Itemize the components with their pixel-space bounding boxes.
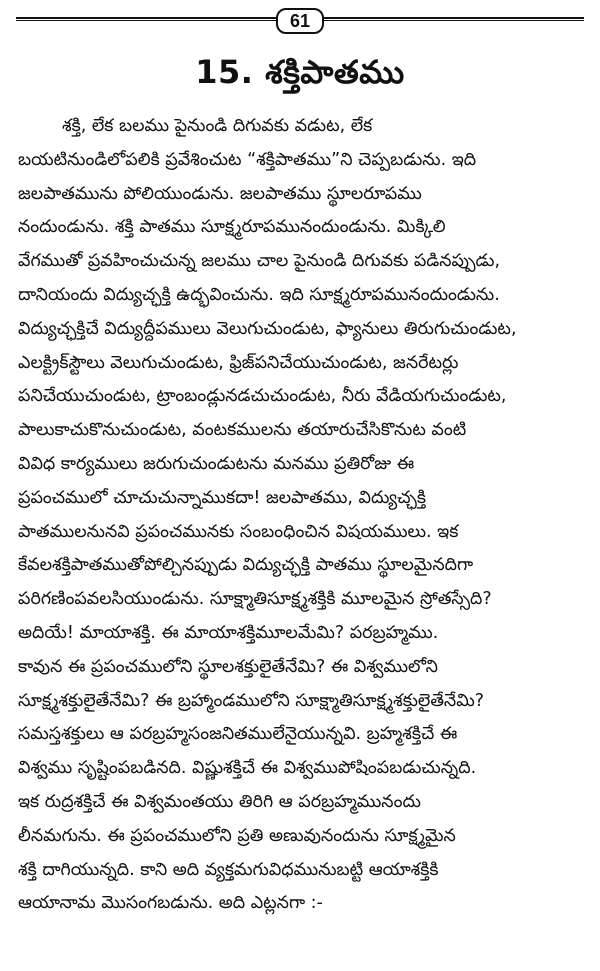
text-line: ఆయానామ మొసంగబడును. అది ఎట్లనగా :- xyxy=(18,893,323,914)
text-line: పాలుకాచుకొనుచుండుట, వంటకములను తయారుచేసికొనుట వంటి xyxy=(18,420,467,441)
text-line: నందుండును. శక్తి పాతము సూక్ష్మరూపమునందుండును. మిక్కిలి xyxy=(18,217,446,238)
text-line: ప్రపంచములో చూచుచున్నాముకదా! జలపాతము, విద్యుచ్ఛక్తి xyxy=(18,487,426,508)
text-line: సూక్ష్మశక్తులైతేనేమి? ఈ బ్రహ్మాండములోని సూక్ష్మాతిసూక్ష్మశక్తులైతేనేమి? xyxy=(18,690,485,711)
text-line: విద్యుచ్ఛక్తిచే విద్యుద్దీపములు వెలుగుచుండుట, ఫ్యానులు తిరుగుచుండుట, xyxy=(18,318,517,339)
text-line: జలపాతమును పోలియుండును. జలపాతము స్థూలరూపము xyxy=(18,183,422,204)
page-number: 61 xyxy=(289,11,311,31)
page-number-badge xyxy=(276,8,324,34)
text-line: దానియందు విద్యుచ్ఛక్తి ఉద్భవించును. ఇది సూక్ష్మరూపమునందుండును. xyxy=(18,284,500,305)
text-line: పనిచేయుచుండుట, ట్రాంబండ్లునడచుచుండుట, నీరు వేడియగుచుండుట, xyxy=(18,386,507,407)
text-line: శక్తి, లేక బలము పైనుండి దిగువకు వడుట, లేక xyxy=(62,116,373,136)
text-line: ఇక రుద్రశక్తిచే ఈ విశ్వమంతయు తిరిగి ఆ పరబ్రహ్మమునందు xyxy=(18,791,421,812)
text-line: వేగముతో ప్రవహించుచున్న జలము చాల పైనుండి దిగువకు పడినప్పుడు, xyxy=(18,251,501,272)
text-line: పరిగణింపవలసియుండును. సూక్ష్మాతిసూక్ష్మశక్తికి మూలమైన స్రోతస్సేది? xyxy=(18,589,492,610)
text-line: కేవలశక్తిపాతముతోపోల్చినప్పుడు విద్యుచ్ఛక్తి పాతము స్థూలమైనదిగా xyxy=(18,555,474,576)
chapter-title: 15. శక్తిపాతము xyxy=(195,53,405,91)
text-line: సమస్తశక్తులు ఆ పరబ్రహ్మసంజనితములేనైయున్నవి. బ్రహ్మశక్తిచే ఈ xyxy=(18,724,458,745)
text-line: వివిధ కార్యములు జరుగుచుండుటను మనము ప్రతిరోజు ఈ xyxy=(18,453,415,474)
text-line: విశ్వము సృష్టింపబడినది. విష్ణుశక్తిచే ఈ విశ్వముపోషింపబడుచున్నది. xyxy=(18,758,477,779)
text-line: అదియే! మాయాశక్తి. ఈ మాయాశక్తిమూలమేమి? పరబ్రహ్మము. xyxy=(18,622,439,643)
body-text xyxy=(18,110,582,921)
text-line: శక్తి దాగియున్నది. కాని అది వ్యక్తమగువిధమునుబట్టి ఆయాశక్తికి xyxy=(18,859,439,880)
text-line: ఎలక్ట్రిక్‌స్టౌలు వెలుగుచుండుట, ఫ్రిజ్‌పనిచేయుచుండుట, జనరేటర్లు xyxy=(18,352,459,373)
page-header xyxy=(16,8,584,32)
text-line: పాతములనునవి ప్రపంచమునకు సంబంధించిన విషయములు. ఇక xyxy=(18,521,459,542)
text-line: కావున ఈ ప్రపంచములోని స్థూలశక్తులైతేనేమి? ఈ విశ్వములోని xyxy=(18,656,438,677)
text-line: బయటినుండిలోపలికి ప్రవేశించుట “శక్తిపాతము”ని చెప్పబడును. ఇది xyxy=(18,149,477,170)
text-line: లీనమగును. ఈ ప్రపంచములోని ప్రతి అణువునందును సూక్ష్మమైన xyxy=(18,825,456,846)
